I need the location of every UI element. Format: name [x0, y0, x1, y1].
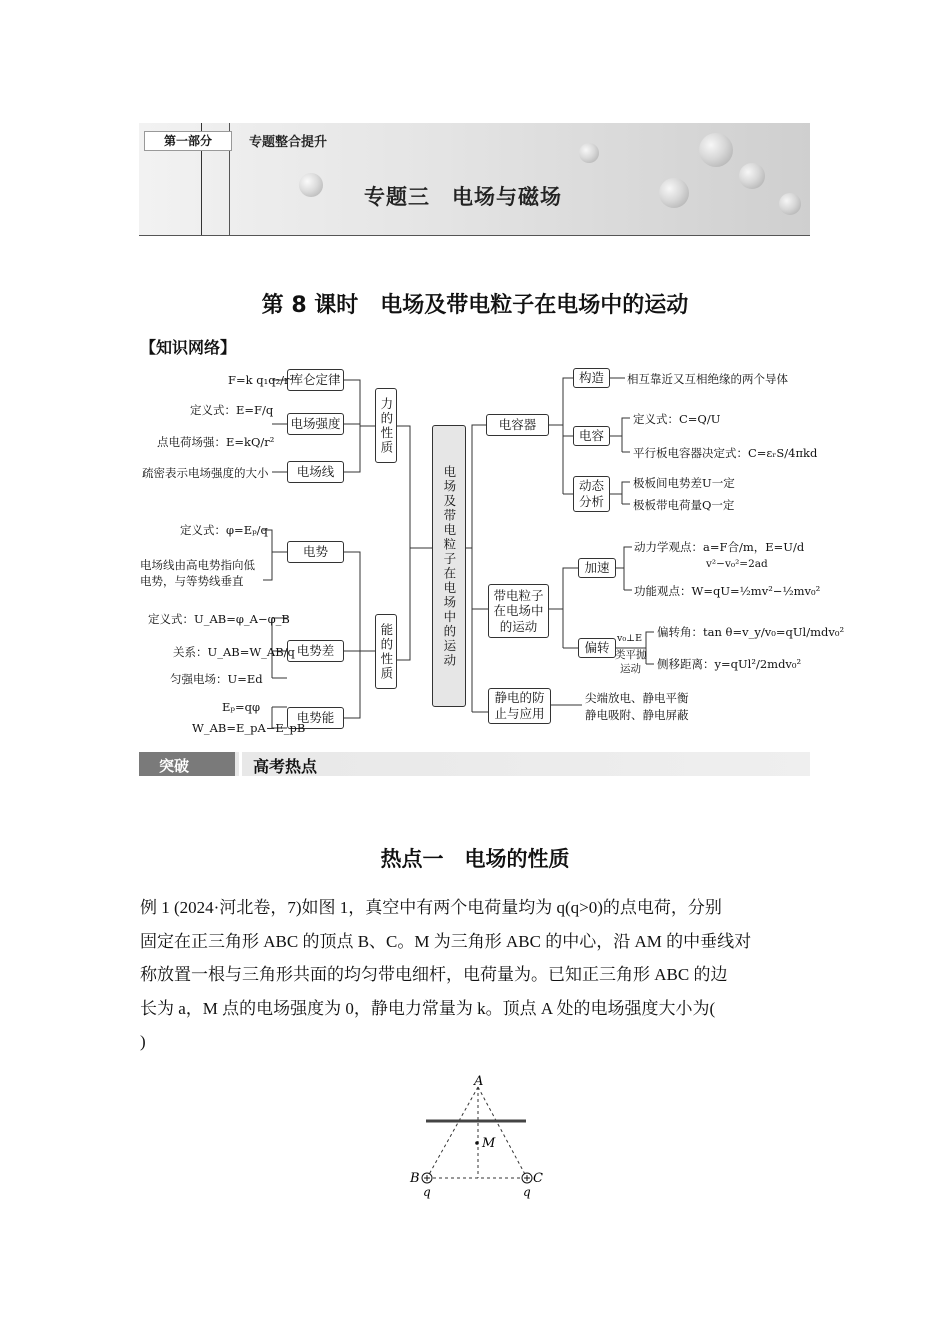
text-deflection-condition-1: v₀⊥E	[617, 633, 643, 644]
section-subtitle: 专题整合提升	[249, 135, 328, 150]
part-tab: 第一部分	[144, 131, 232, 151]
topic-title: 专题三 电场与磁场	[364, 184, 562, 209]
formula-coulomb: F=k q₁q₂/r²	[228, 373, 295, 387]
box-dynamic-analysis: 动态分析	[573, 476, 610, 512]
formula-acc-energy: 功能观点：W=qU=½mv²−½mv₀²	[634, 584, 821, 598]
formula-parallel-plate: 平行板电容器决定式：C=εᵣS/4πkd	[633, 446, 818, 460]
example-line: 例 1 (2024·河北卷，7)如图 1，真空中有两个电荷量均为 q(q>0)的点电荷，分别	[140, 898, 722, 917]
box-coulomb-law: 库仑定律	[287, 369, 344, 391]
formula-uniform-field: 匀强电场：U=Ed	[170, 672, 263, 686]
text-electrostatic-2: 静电吸附、静电屏蔽	[585, 708, 689, 722]
formula-acc-dynamics: 动力学观点：a=F合/m，E=U/d	[634, 540, 805, 554]
example-paragraph	[140, 891, 812, 1059]
box-field-lines: 电场线	[287, 461, 344, 483]
formula-point-charge-field: 点电荷场强：E=kQ/r²	[157, 435, 275, 449]
formula-pd-definition: 定义式：U_AB=φ_A−φ_B	[148, 612, 290, 626]
formula-acc-kinematics: v²−v₀²=2ad	[706, 558, 768, 570]
example-line: )	[140, 1032, 146, 1051]
label-m: M	[482, 1136, 496, 1151]
label-a: A	[474, 1075, 484, 1089]
formula-field-definition: 定义式：E=F/q	[190, 403, 274, 417]
box-center-topic: 电场及带电粒子在电场中的运动	[432, 425, 466, 707]
box-electrostatic-application: 静电的防止与应用	[488, 688, 551, 724]
box-energy-property: 能的性质	[375, 614, 397, 689]
text-deflection-condition-3: 运动	[620, 663, 641, 675]
box-field-strength: 电场强度	[287, 413, 344, 435]
example-line: 长为 a，M 点的电场强度为 0，静电力常量为 k。顶点 A 处的电场强度大小为(	[140, 998, 716, 1018]
text-potential-desc-1: 电场线由高电势指向低	[140, 558, 255, 572]
box-capacitor: 电容器	[486, 414, 549, 436]
formula-pd-relation: 关系：U_AB=W_AB/q	[173, 645, 295, 659]
breakthrough-tag: 突破	[159, 757, 190, 775]
knowledge-network-tag: 【知识网络】	[140, 338, 237, 357]
label-c: C	[533, 1171, 543, 1186]
box-capacitance: 电容	[573, 426, 610, 446]
box-particle-motion: 带电粒子在电场中的运动	[488, 584, 549, 638]
example-line: 固定在正三角形 ABC 的顶点 B、C。M 为三角形 ABC 的中心，沿 AM 的中垂线对	[140, 931, 752, 951]
box-potential-difference: 电势差	[287, 640, 344, 662]
text-electrostatic-1: 尖端放电、静电平衡	[585, 691, 689, 705]
text-dynamic-q-constant: 极板带电荷量Q一定	[633, 498, 735, 512]
box-potential: 电势	[287, 541, 344, 563]
formula-pe-definition: Eₚ=qφ	[222, 700, 261, 714]
center-point	[475, 1141, 479, 1145]
formula-potential-definition: 定义式：φ=Eₚ/q	[180, 523, 268, 537]
formula-work-pe: W_AB=E_pA−E_pB	[192, 721, 306, 735]
label-q-b: q	[423, 1185, 431, 1199]
box-deflection: 偏转	[578, 638, 616, 658]
breakthrough-bar	[139, 752, 810, 776]
example-line: 称放置一根与三角形共面的均匀带电细杆，电荷量为。已知正三角形 ABC 的边	[140, 965, 728, 984]
text-dynamic-u-constant: 极板间电势差U一定	[633, 476, 735, 490]
text-field-lines-density: 疏密表示电场强度的大小	[142, 466, 269, 480]
box-acceleration: 加速	[578, 558, 616, 578]
breakthrough-title: 高考热点	[253, 757, 318, 776]
label-b: B	[410, 1171, 420, 1186]
box-structure: 构造	[573, 368, 610, 388]
lesson-title: 第 8 课时 电场及带电粒子在电场中的运动	[261, 293, 689, 318]
box-force-property: 力的性质	[375, 388, 397, 463]
text-potential-desc-2: 电势，与等势线垂直	[140, 574, 244, 588]
figure-triangle	[400, 1075, 560, 1200]
box-potential-energy: 电势能	[287, 707, 344, 729]
label-q-c: q	[523, 1185, 531, 1199]
text-structure-desc: 相互靠近又互相绝缘的两个导体	[627, 372, 788, 386]
formula-capacitance-definition: 定义式：C=Q/U	[633, 412, 721, 426]
formula-deflection-angle: 偏转角：tan θ=v_y/v₀=qUl/mdv₀²	[657, 625, 845, 639]
formula-lateral-displacement: 侧移距离：y=qUl²/2mdv₀²	[657, 657, 802, 671]
text-deflection-condition-2: 类平抛	[615, 649, 647, 661]
hotspot-title: 热点一 电场的性质	[380, 847, 570, 871]
